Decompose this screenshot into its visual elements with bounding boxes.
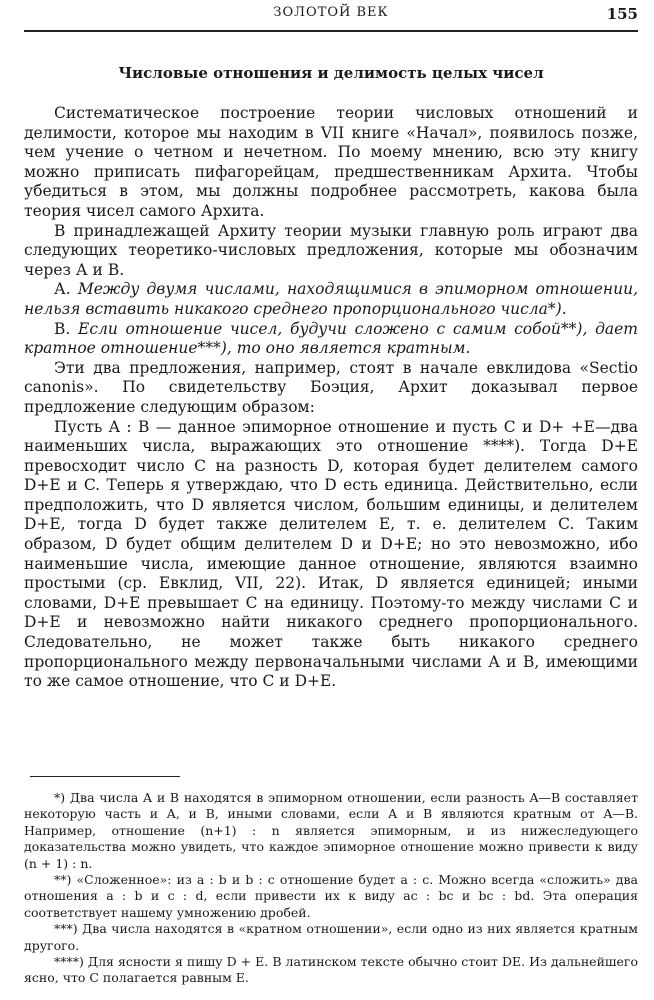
footnote-2: **) «Сложенное»: из a : b и b : c отношение будет a : c. Можно всегда «сложить» два отношения a : b и c : d, если привести их к виду ac : bc и bc : bd. Эта операция соответствует нашему умножению дробей. xyxy=(24,872,638,920)
footnotes xyxy=(24,790,638,987)
paragraph-intro: Систематическое построение теории числовых отношений и делимости, которое мы находим в VII книге «Начал», появилось позже, чем учение о четном и нечетном. По моему мнению, всю эту книгу можно приписать пифагорейцам, предшественникам Архита. Чтобы убедиться в этом, мы должны подробнее рассмотреть, какова была теория чисел самого Архита. xyxy=(24,104,638,220)
footnote-rule xyxy=(30,776,180,777)
proposition-a-text: Между двумя числами, находящимися в эпиморном отношении, нельзя вставить никакого среднего пропорционального числа*). xyxy=(24,280,639,318)
footnote-1: *) Два числа A и B находятся в эпиморном отношении, если разность A—B составляет некоторую часть и A, и B, иными словами, если A и B являются кратным от A—B. Например, отношение (n+1) : n является эпиморным, и из нижеследующего доказательства можно увидеть, что каждое эпиморное отношение можно привести к виду (n + 1) : n. xyxy=(24,790,638,871)
paragraph-proof: Пусть A : B — данное эпиморное отношение и пусть C и D+ +E—два наименьших числа, выражающих это отношение ****). Тогда D+E превосходит число C на разность D, которая будет делителем самого D+E и C. Теперь я утверждаю, что D есть единица. Действительно, если предположить, что D является числом, большим единицы, и делителем D+E, тогда D будет также делителем E, т. е. делителем C. Таким образом, D будет общим делителем D и D+E; но это невозможно, ибо наименьшие числа, имеющие данное отношение, являются взаимно простыми (ср. Евклид, VII, 22). Итак, D является единицей; иными словами, D+E превышает C на единицу. Поэтому-то между числами C и D+E и невозможно найти никакого среднего пропорционального. Следовательно, не может также быть никакого среднего пропорционального между первоначальными числами A и B, имеющими то же самое отношение, что C и D+E. xyxy=(24,417,638,691)
footnote-3: ***) Два числа находятся в «кратном отношении», если одно из них является кратным другого. xyxy=(24,921,638,953)
main-text xyxy=(24,104,638,692)
proposition-b-text: Если отношение чисел, будучи сложено с самим собой**), дает кратное отношение***), то оно является кратным. xyxy=(24,319,639,358)
paragraph-sectio-canonis: Эти два предложения, например, стоят в начале евклидова «Sectio canonis». По свидетельству Боэция, Архит доказывал первое предложение следующим образом: xyxy=(24,358,638,416)
section-title: Числовые отношения и делимость целых чисел xyxy=(118,64,544,82)
paragraph-music-theory: В принадлежащей Архиту теории музыки главную роль играют два следующих теоретико-числовых предложения, которые мы обозначим через А и В. xyxy=(24,221,638,279)
proposition-a xyxy=(24,280,638,319)
proposition-b-label: В. xyxy=(54,319,79,338)
running-title: ЗОЛОТОЙ ВЕК xyxy=(273,5,389,20)
book-page xyxy=(24,0,638,1000)
proposition-b xyxy=(24,320,638,359)
header-rule xyxy=(24,30,638,32)
running-head xyxy=(24,5,638,27)
page-number: 155 xyxy=(606,5,638,23)
proposition-a-label: А. xyxy=(54,280,78,299)
footnote-4: ****) Для ясности я пишу D + E. В латинском тексте обычно стоит DE. Из дальнейшего ясно, что C полагается равным E. xyxy=(24,954,638,986)
